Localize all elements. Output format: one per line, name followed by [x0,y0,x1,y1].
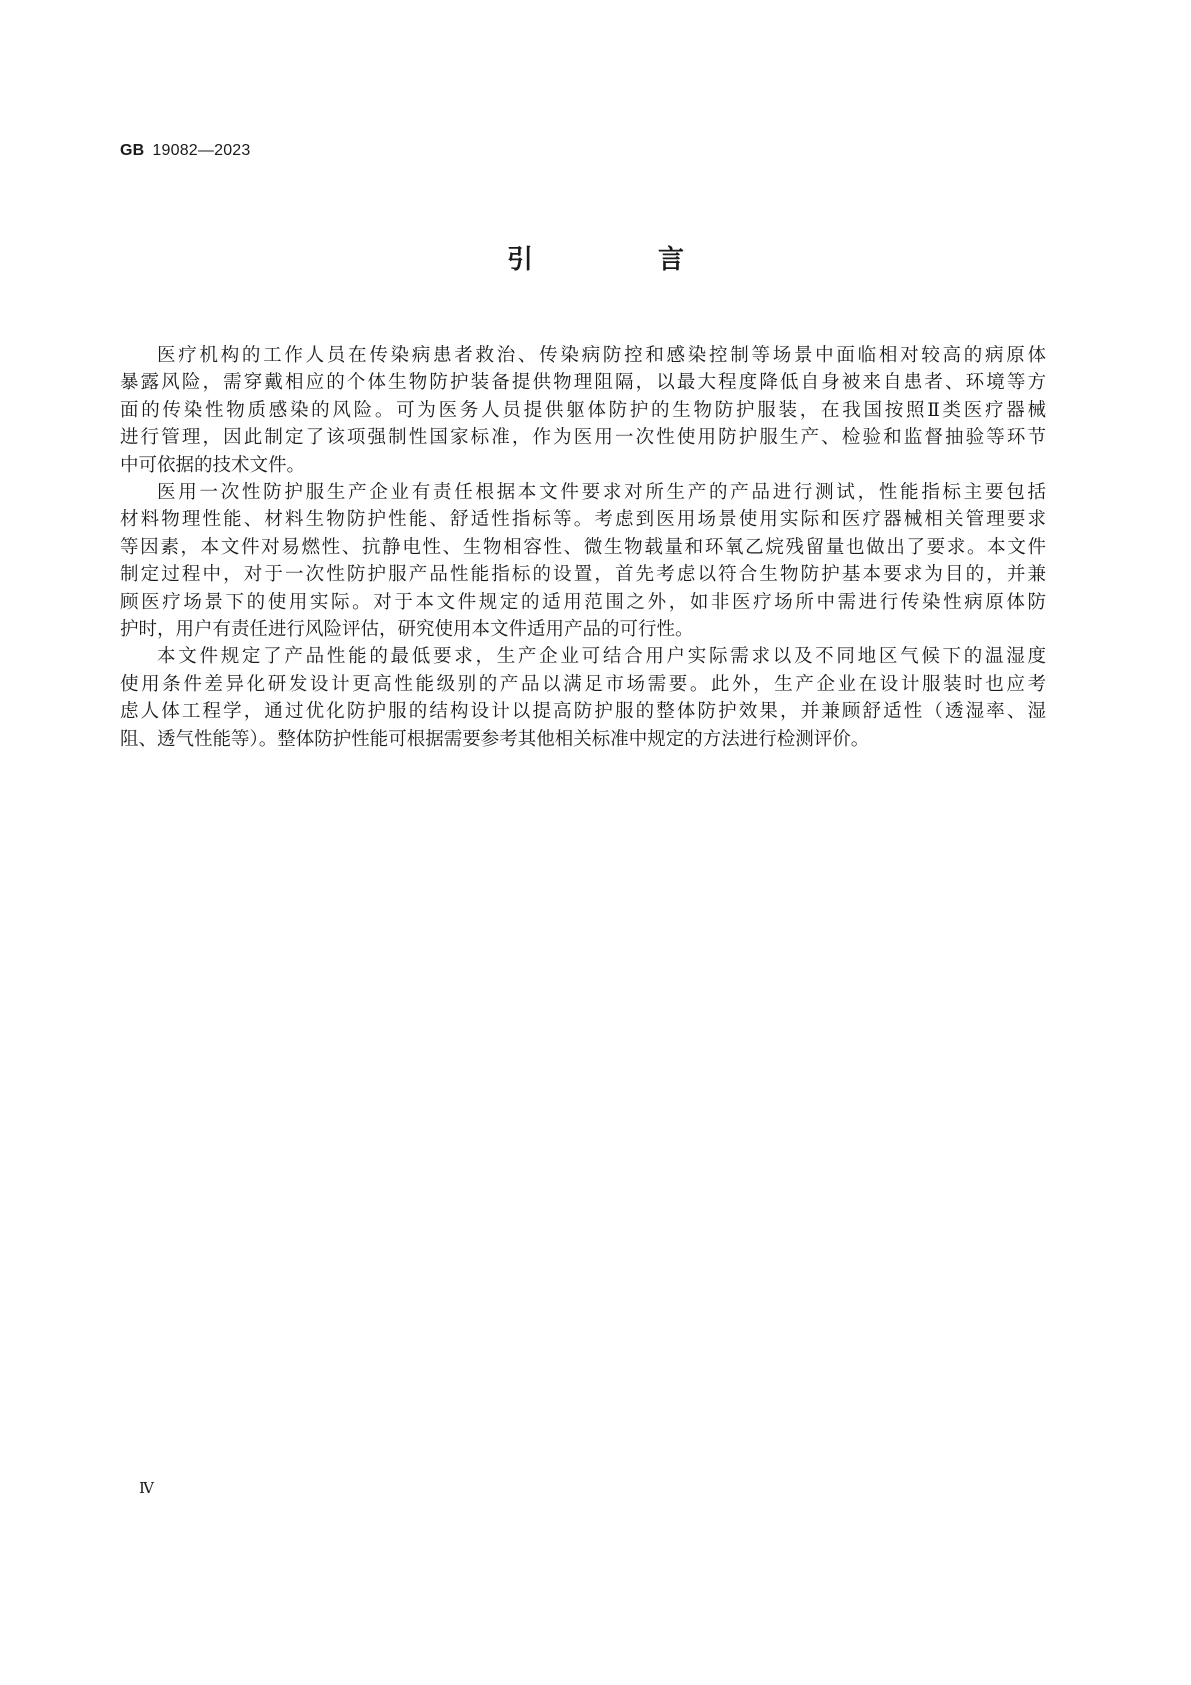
text-line: 中可依据的技术文件。 [120,454,306,476]
standard-header [120,142,251,160]
text-line: 进行管理，因此制定了该项强制性国家标准，作为医用一次性使用防护服生产、检验和监督抽验等环节 [120,427,1046,449]
text-line: 顾医疗场景下的使用实际。对于本文件规定的适用范围之外，如非医疗场所中需进行传染性病原体防 [120,591,1046,613]
text-line: 面的传染性物质感染的风险。可为医务人员提供躯体防护的生物防护服装，在我国按照Ⅱ类医疗器械 [120,399,1047,421]
text-line: 虑人体工程学，通过优化防护服的结构设计以提高防护服的整体防护效果，并兼顾舒适性（透湿率、湿 [120,701,1046,723]
text-line: 材料物理性能、材料生物防护性能、舒适性指标等。考虑到医用场景使用实际和医疗器械相关管理要求 [120,509,1046,531]
paragraph-2 [120,479,1046,643]
text-line: 制定过程中，对于一次性防护服产品性能指标的设置，首先考虑以符合生物防护基本要求为目的，并兼 [120,564,1046,586]
text-line: 等因素，本文件对易燃性、抗静电性、生物相容性、微生物载量和环氧乙烷残留量也做出了要求。本文件 [120,536,1046,558]
body-text [120,342,1046,753]
paragraph-3 [120,643,1046,753]
text-line: 本文件规定了产品性能的最低要求，生产企业可结合用户实际需求以及不同地区气候下的温湿度 [157,646,1046,668]
paragraph-1 [120,342,1046,479]
text-line: 使用条件差异化研发设计更高性能级别的产品以满足市场需要。此外，生产企业在设计服装时也应考 [120,673,1046,695]
text-line: 阻、透气性能等）。整体防护性能可根据需要参考其他相关标准中规定的方法进行检测评价。 [120,728,870,750]
text-line: 护时，用户有责任进行风险评估，研究使用本文件适用产品的可行性。 [120,619,694,641]
text-line: 暴露风险，需穿戴相应的个体生物防护装备提供物理阻隔，以最大程度降低自身被来自患者、环境等方 [120,372,1046,394]
text-line: 医用一次性防护服生产企业有责任根据本文件要求对所生产的产品进行测试，性能指标主要包括 [157,482,1046,504]
section-title: 引 言 [506,245,743,275]
standard-number: 19082—2023 [152,142,251,159]
text-line: 医疗机构的工作人员在传染病患者救治、传染病防控和感染控制等场景中面临相对较高的病原体 [157,345,1046,366]
page-number: Ⅳ [139,1479,154,1497]
standard-prefix: GB [120,142,145,159]
